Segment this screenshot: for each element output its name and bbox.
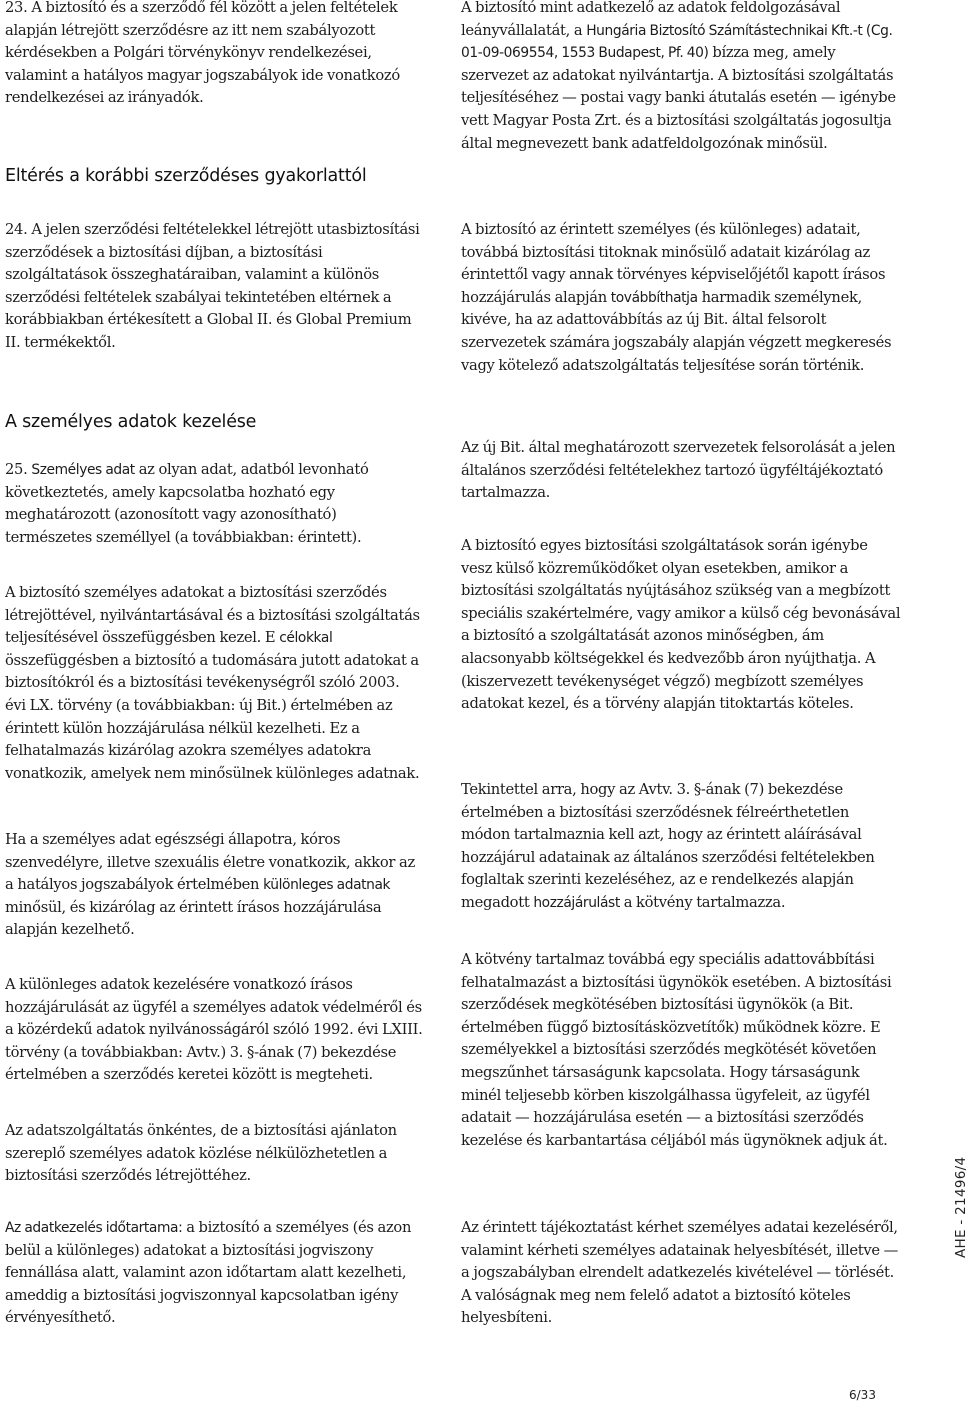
paragraph-27 xyxy=(5,829,423,942)
heading-szemelyes-adatok: A személyes adatok kezelése xyxy=(5,412,257,432)
paragraph-30 xyxy=(5,1217,423,1330)
paragraph-tovabbitas-text-b: harmadik személynek, kivéve, ha az adattovábbítás az új Bit. által felsorolt szervezetek számára jogszabály alapján végzett megkeresés vagy kötelező adatszolgáltatás teljesítése során történik. xyxy=(461,288,892,374)
paragraph-adatkezelo-text-a: A biztosító mint adatkezelő az adatok feldolgozásával leányvállalatát, a xyxy=(461,0,841,39)
paragraph-25-number: 25. xyxy=(5,461,28,478)
paragraph-25 xyxy=(5,459,423,549)
paragraph-hozzajarulas xyxy=(461,779,901,915)
term-celokkal: célokkal xyxy=(279,630,333,647)
paragraph-ugynokok: A kötvény tartalmaz továbbá egy speciális adattovábbítási felhatalmazást a biztosítási ügynökök esetében. A biztosítási szerződések megkötésében biztosítási ügynökök (a Bit. értelmében függő biztosításközvetítők) működnek közre. E személyekkel a biztosítási szerződés megkötését követően megszűnhet társaságunk kapcsolata. Hogy társaságunk minél teljesebb körben kiszolgálhassa ügyfeleit, az ügyfél adatait — hozzájárulása esetén — a biztosítási szerződés kezelése és karbantartása céljából más ügynöknek adjuk át. xyxy=(461,951,892,1149)
paragraph-25-text: az olyan adat, adatból levonható következtetés, amely kapcsolatba hozható egy meghatározott (azonosított vagy azonosítható) természetes személlyel (a továbbiakban: érintett). xyxy=(5,461,369,546)
heading-elteres: Eltérés a korábbi szerződéses gyakorlattól xyxy=(5,166,367,186)
page-number: 6/33 xyxy=(849,1388,876,1402)
term-hozzajarulast: hozzájárulást xyxy=(533,894,620,911)
paragraph-tovabbitas-text-a: A biztosító az érintett személyes (és különleges) adatait, továbbá biztosítási titoknak minősülő adatait kizárólag az érintettől vagy annak törvényes képviselőjétől kapott írásos hozzájárulás alapján xyxy=(461,221,886,306)
paragraph-27-text-b: minősül, és kizárólag az érintett írásos hozzájárulása alapján kezelhető. xyxy=(5,898,382,939)
term-adatkezeles-idotartama: Az adatkezelés időtartama: xyxy=(5,1220,183,1236)
term-tovabbithatja: továbbíthatja xyxy=(610,289,698,306)
paragraph-tajekoztatas: Az érintett tájékoztatást kérhet személyes adatai kezeléséről, valamint kérheti személyes adatainak helyesbítését, illetve — a jogszabályban elrendelt adatkezelés kivételével — törlését. A valóságnak meg nem felelő adatot a biztosító köteles helyesbíteni. xyxy=(461,1219,899,1327)
paragraph-26-text-b: összefüggésben a biztosító a tudomására jutott adatokat a biztosítókról és a biztosítási tevékenységről szóló 2003. évi LX. törvény (a továbbiakban: új Bit.) értelmében az érintett külön hozzájárulása nélkül kezelheti. Ez a felhatalmazás kizárólag azokra személyes adatokra vonatkozik, amelyek nem minősülnek különleges adatnak. xyxy=(5,651,420,782)
term-kulonleges-adat: különleges adatnak xyxy=(263,877,391,894)
paragraph-adatkezelo-text-b: bízza meg, amely szervezet az adatokat nyilvántartja. A biztosítási szolgáltatás teljesítéséhez — postai vagy banki átutalás esetén — igénybe vett Magyar Posta Zrt. és a biztosítási szolgáltatás jogosultja által megnevezett bank adatfeldolgozónak minősül. xyxy=(461,44,896,152)
paragraph-kozremukodok: A biztosító egyes biztosítási szolgáltatások során igénybe vesz külső közreműködőket olyan esetekben, amikor a biztosítási szolgáltatás nyújtásához szükség van a megbízott speciális szakértelmére, vagy amikor a külső cég bevonásával a biztosító a szolgáltatását azonos minőségben, ám alacsonyabb költségekkel és kedvezőbb áron nyújthatja. A (kiszervezett tevékenységet végző) megbízott személyes adatokat kezel, és a törvény alapján titoktartás köteles. xyxy=(461,537,901,713)
paragraph-hozzajarulas-text-b: a kötvény tartalmazza. xyxy=(623,893,786,911)
paragraph-27-text-a: Ha a személyes adat egészségi állapotra, kóros szenvedélyre, illetve szexuális életre vonatkozik, akkor az a hatályos jogszabályok értelmében xyxy=(5,831,415,894)
term-szemelyes-adat: Személyes adat xyxy=(31,462,135,478)
paragraph-26 xyxy=(5,582,423,785)
document-code: AHE - 21496/4 xyxy=(953,1156,969,1258)
paragraph-adatkezelo xyxy=(461,0,901,155)
paragraph-26-text-a: A biztosító személyes adatokat a biztosítási szerződés létrejöttével, nyilvántartásával és a biztosítási szolgáltatás teljesítésével összefüggésben kezel. E xyxy=(5,584,420,647)
paragraph-uj-bit: Az új Bit. által meghatározott szervezetek felsorolását a jelen általános szerződési feltételekhez tartozó ügyféltájékoztató tartalmazza. xyxy=(461,439,896,502)
paragraph-24: 24. A jelen szerződési feltételekkel létrejött utasbiztosítási szerződések a biztosítási díjban, a biztosítási szolgáltatások összeghatáraiban, valamint a különös szerződési feltételek szabályai tekintetében eltérnek a korábbiakban értékesített a Global II. és Global Premium II. termékektől. xyxy=(5,221,420,351)
paragraph-30-text: a biztosító a személyes (és azon belül a különleges) adatokat a biztosítási jogviszony fennállása alatt, valamint azon időtartam alatt kezelheti, ameddig a biztosítási jogviszonnyal kapcsolatban igény érvényesíthető. xyxy=(5,1219,412,1327)
paragraph-23: 23. A biztosító és a szerződő fél között a jelen feltételek alapján létrejött szerződésre az itt nem szabályozott kérdésekben a Polgári törvénykönyv rendelkezései, valamint a hatályos magyar jogszabályok ide vonatkozó rendelkezései az irányadók. xyxy=(5,0,400,107)
company-name: Hungária Biztosító Számítástechnikai Kft.-t (Cg. 01-09-069554, 1553 Budapest, Pf. 40) xyxy=(461,22,893,62)
paragraph-29: Az adatszolgáltatás önkéntes, de a biztosítási ajánlaton szereplő személyes adatok közlése nélkülözhetetlen a biztosítási szerződés létrejöttéhez. xyxy=(5,1122,397,1185)
paragraph-tovabbitas xyxy=(461,219,901,377)
paragraph-hozzajarulas-text-a: Tekintettel arra, hogy az Avtv. 3. §-ának (7) bekezdése értelmében a biztosítási szerződésnek félreérthetetlen módon tartalmaznia kell azt, hogy az érintett aláírásával hozzájárul adatainak az általános szerződési feltételekben foglaltak szerinti kezeléséhez, az e rendelkezés alapján megadott xyxy=(461,781,875,911)
paragraph-28: A különleges adatok kezelésére vonatkozó írásos hozzájárulását az ügyfél a személyes adatok védelméről és a közérdekű adatok nyilvánosságáról szóló 1992. évi LXIII. törvény (a továbbiakban: Avtv.) 3. §-ának (7) bekezdése értelmében a szerződés keretei között is megteheti. xyxy=(5,976,423,1084)
